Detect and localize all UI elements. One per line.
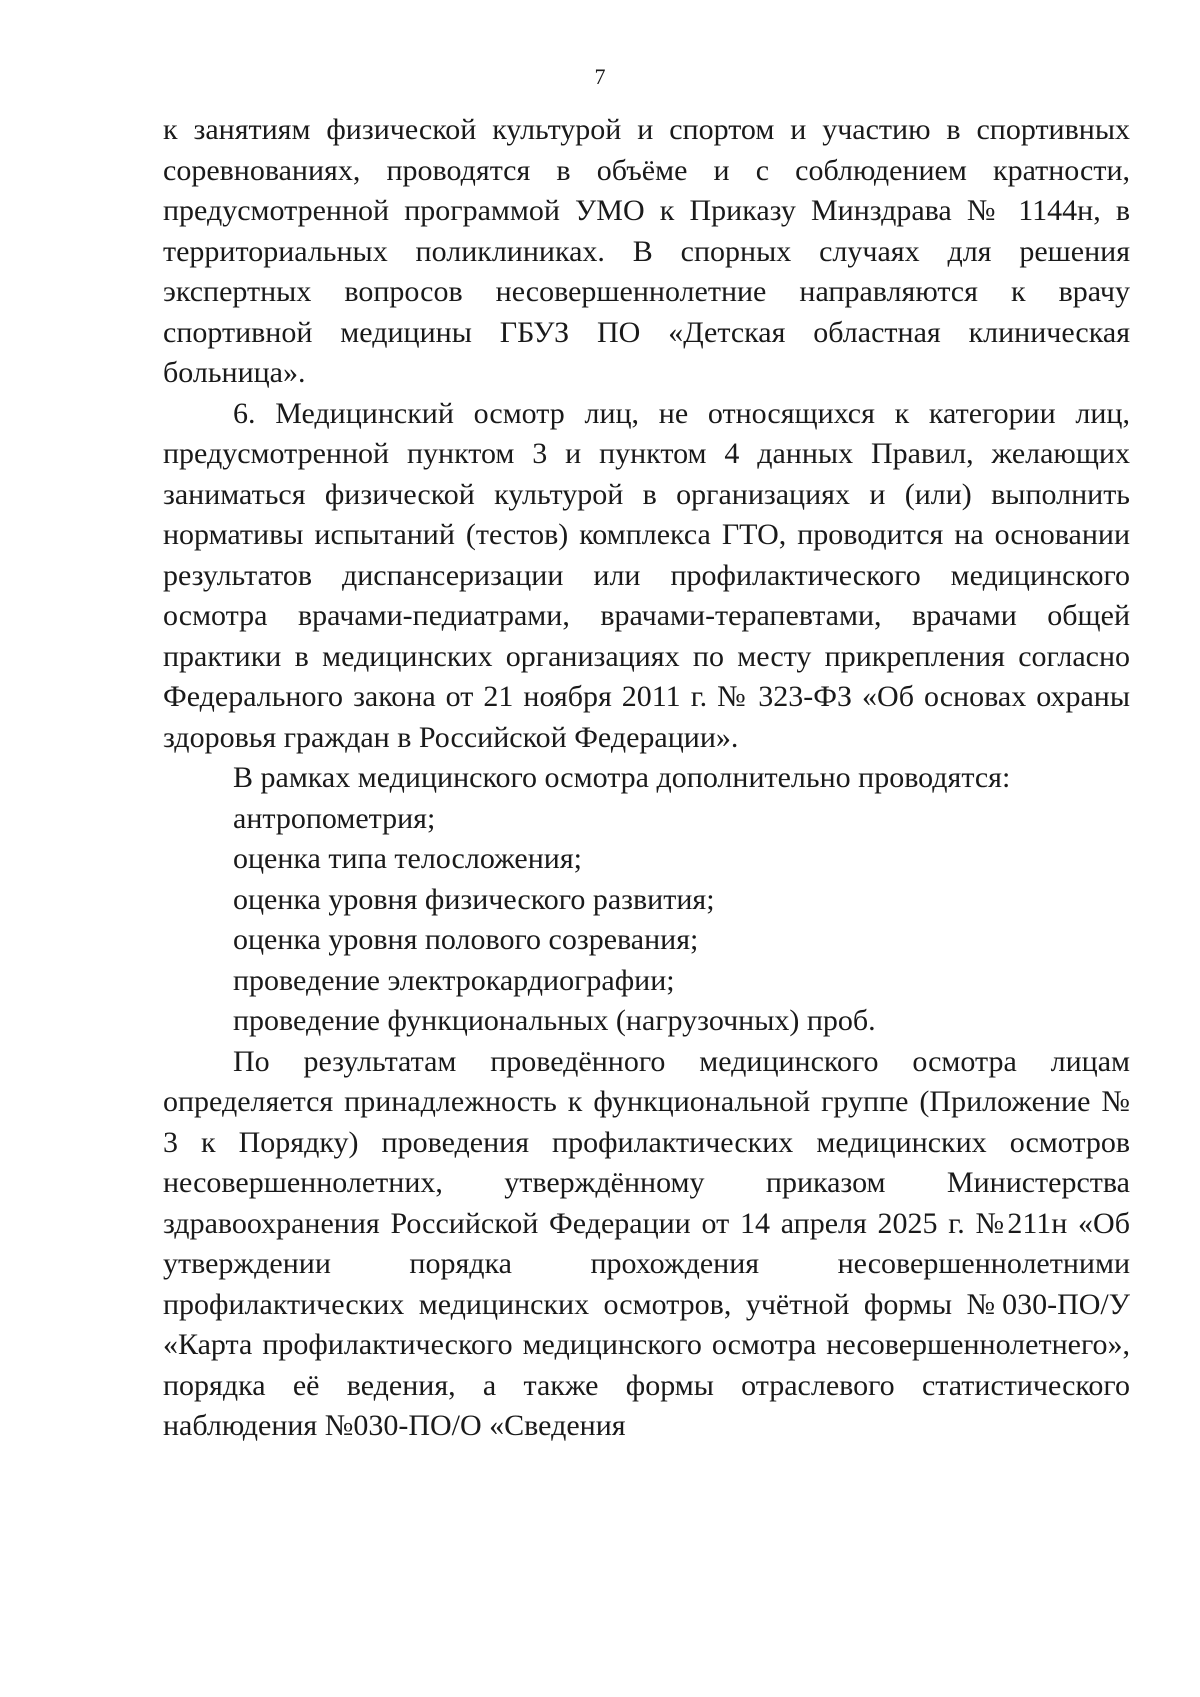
paragraph-functional-group: По результатам проведённого медицинского осмотра лицам определяется принадлежность к функциональной группе (Приложение № 3 к Порядку) проведения профилактических медицинских осмотров несовершеннолетних, утверждённому приказом Министерства здравоохранения Российской Федерации от 14 апреля 2025 г. №211н «Об утверждении порядка прохождения несовершеннолетними профилактических медицинских осмотров, учётной формы №030-ПО/У «Карта профилактического медицинского осмотра несовершеннолетнего», порядка её ведения, а также формы отраслевого статистического наблюдения №030-ПО/О «Сведения (163, 1044, 1130, 1442)
list-item: проведение электрокардиографии; (233, 963, 675, 997)
list-item: оценка уровня полового созревания; (233, 923, 699, 956)
list-item: оценка уровня физического развития; (233, 882, 715, 916)
page-number: 7 (594, 64, 606, 89)
list-item: антропометрия; (233, 801, 436, 835)
document-body (163, 110, 1130, 1447)
list-item: оценка типа телосложения; (233, 842, 582, 875)
paragraph-list-intro: В рамках медицинского осмотра дополнительно проводятся: (233, 761, 1011, 794)
paragraph-item-6: 6. Медицинский осмотр лиц, не относящихся к категории лиц, предусмотренной пунктом 3 и пунктом 4 данных Правил, желающих заниматься физической культурой в организациях и (или) выполнить нормативы испытаний (тестов) комплекса ГТО, проводится на основании результатов диспансеризации или профилактического медицинского осмотра врачами-педиатрами, врачами-терапевтами, врачами общей практики в медицинских организациях по месту прикрепления согласно Федерального закона от 21 ноября 2011 г. № 323-ФЗ «Об основах охраны здоровья граждан в Российской Федерации». (163, 396, 1130, 754)
paragraph-continuation: к занятиям физической культурой и спортом и участию в спортивных соревнованиях, проводятся в объёме и с соблюдением кратности, предусмотренной программой УМО к Приказу Минздрава № 1144н, в территориальных поликлиниках. В спорных случаях для решения экспертных вопросов несовершеннолетние направляются к врачу спортивной медицины ГБУЗ ПО «Детская областная клиническая больница». (163, 113, 1130, 389)
list-item: проведение функциональных (нагрузочных) проб. (233, 1004, 876, 1037)
